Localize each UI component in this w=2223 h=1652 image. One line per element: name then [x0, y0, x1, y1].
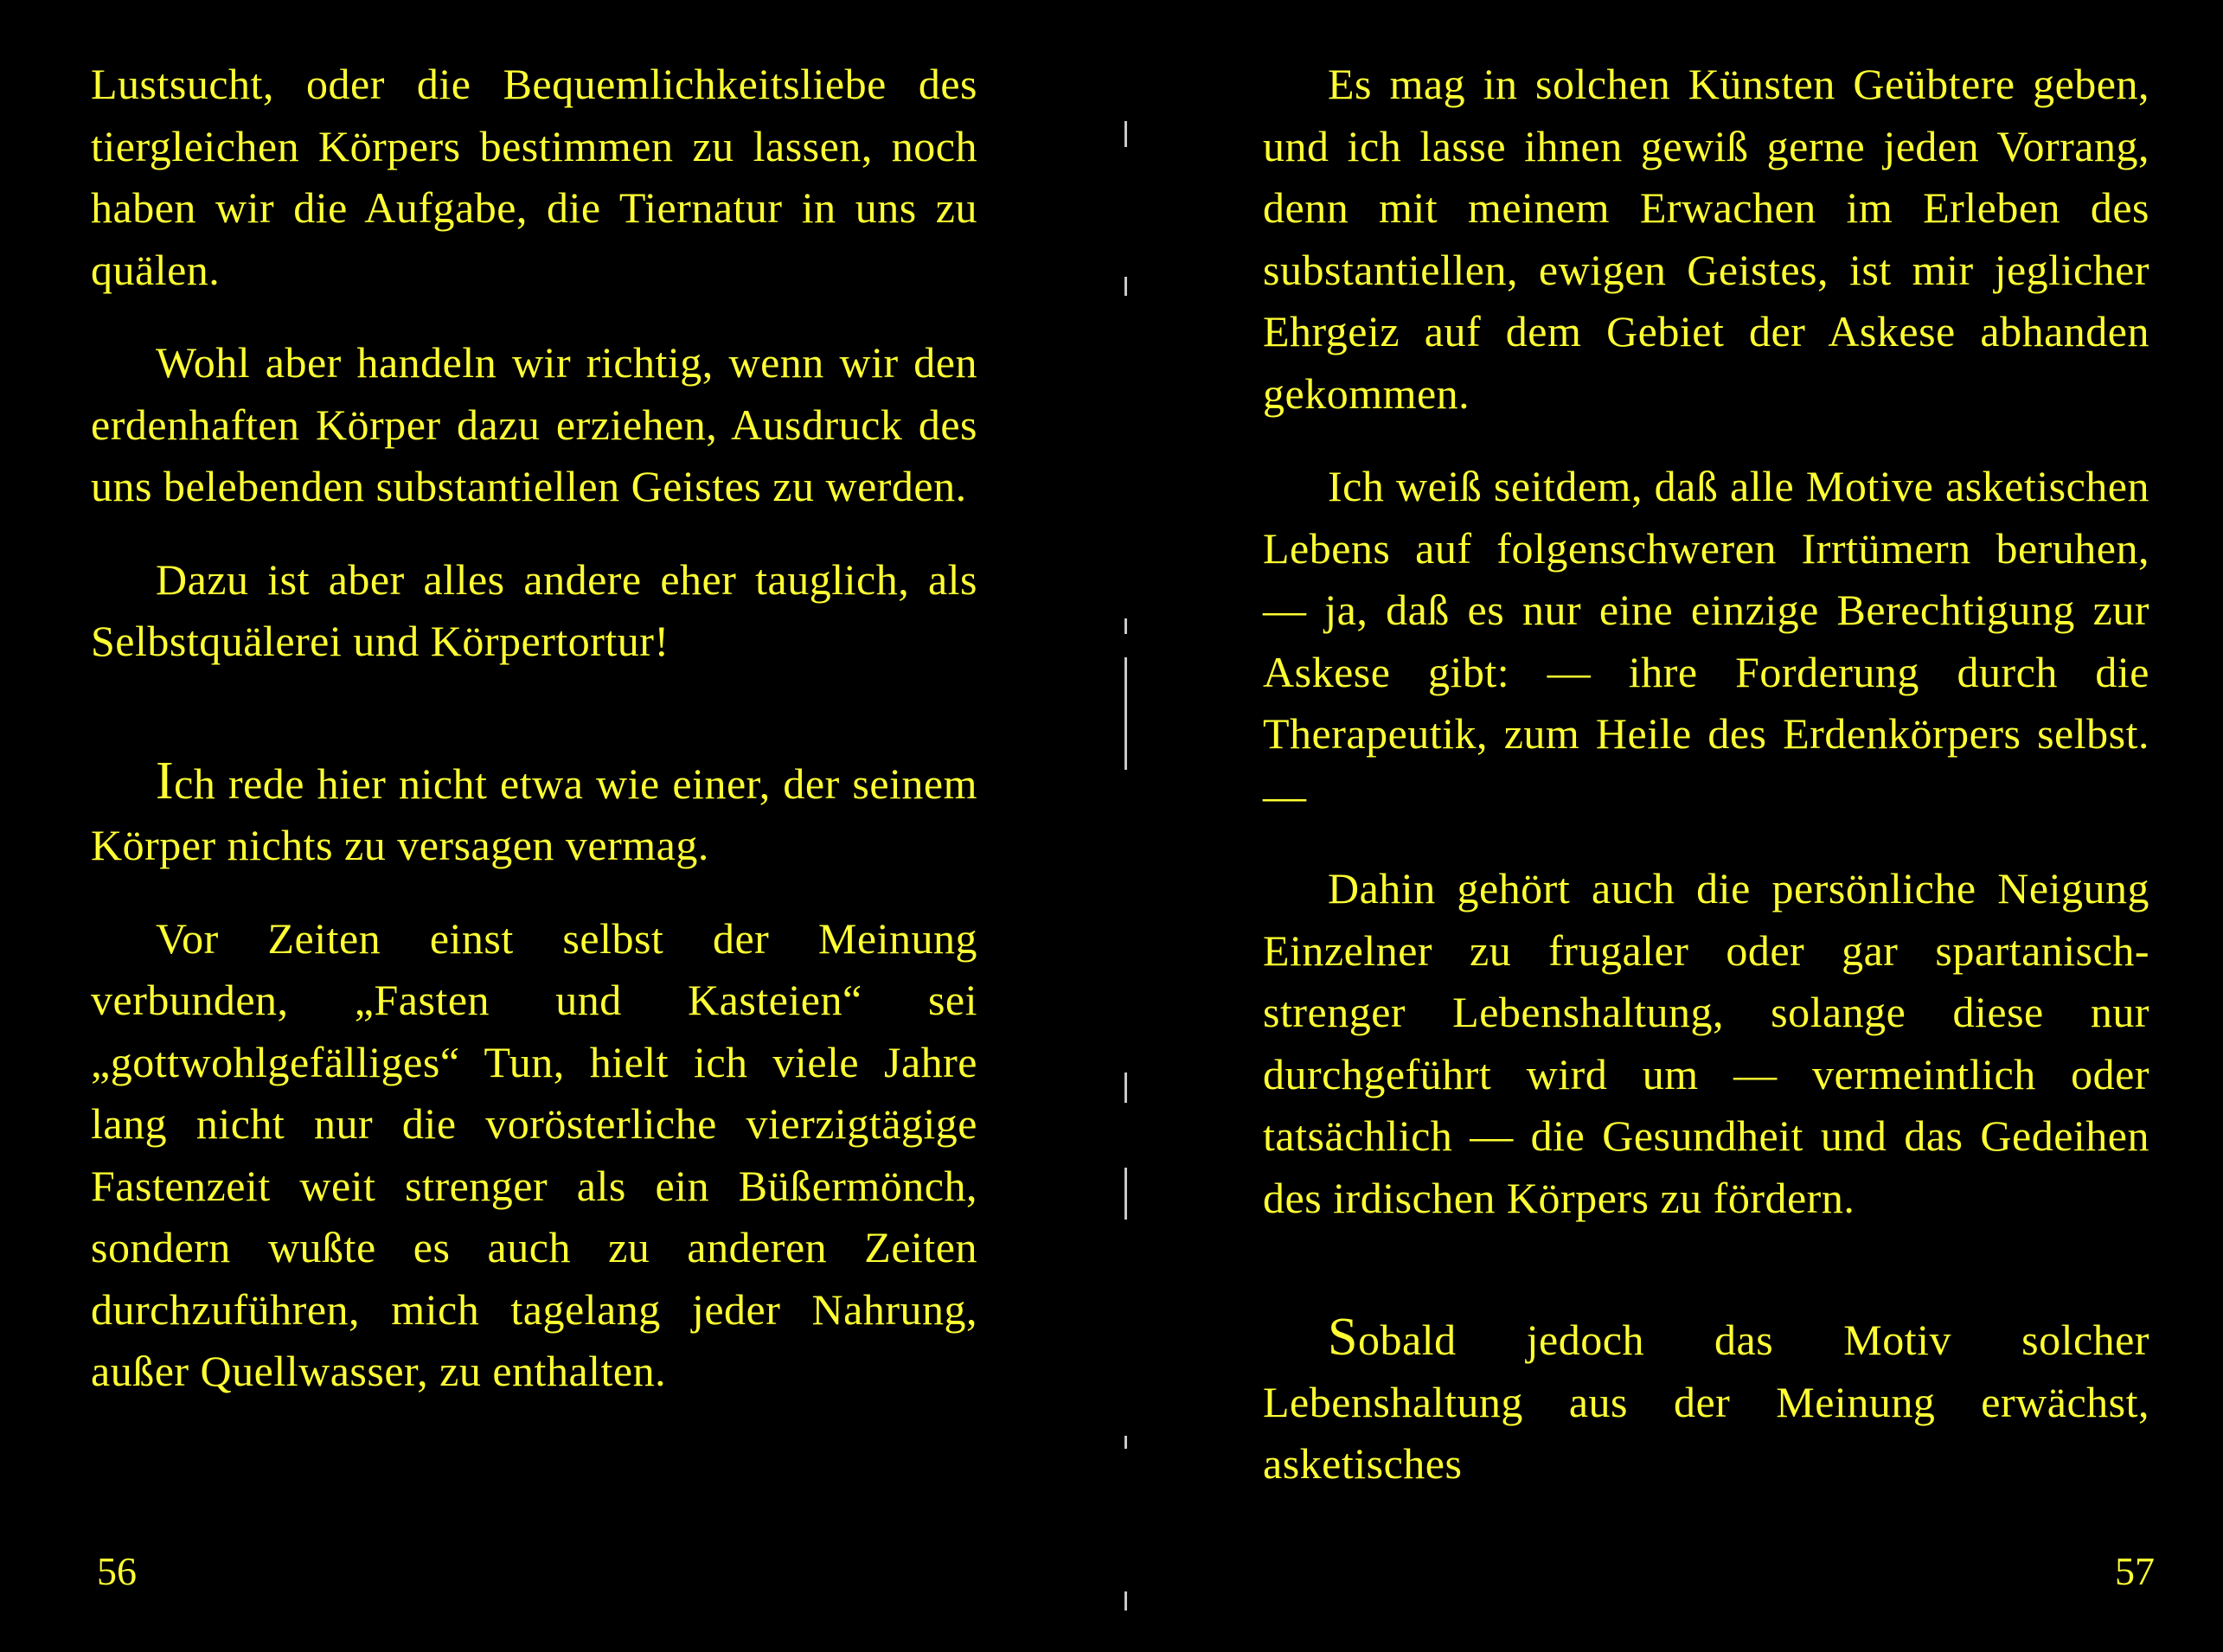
- paragraph-text: obald jedoch das Motiv solcher Lebenshaltung aus der Meinung erwächst, asketisches: [1263, 1316, 2149, 1488]
- paragraph: Wohl aber handeln wir richtig, wenn wir den erdenhaften Körper dazu erziehen, Ausdruck des uns belebenden substantiellen Geistes zu werden.: [91, 338, 977, 510]
- paragraph: Dahin gehört auch die persönliche Neigung Einzelner zu frugaler oder gar spartanisch-strenger Lebenshaltung, solange diese nur durchgeführt wird um — vermeintlich oder tatsächlich — die Gesundheit und das Gedeihen des irdischen Körpers zu fördern.: [1263, 864, 2149, 1222]
- gutter-mark: [1124, 618, 1127, 634]
- gutter-mark: [1124, 657, 1127, 770]
- paragraph: Dazu ist aber alles andere eher tauglich, als Selbstquälerei und Körpertortur!: [91, 554, 977, 665]
- page-number-left: 56: [97, 1549, 137, 1593]
- paragraph-section-start: [91, 751, 977, 877]
- gutter-mark: [1124, 277, 1127, 296]
- paragraph: Lustsucht, oder die Bequemlichkeitsliebe des tiergleichen Körpers bestimmen zu lassen, noch haben wir die Aufgabe, die Tiernatur in uns zu quälen.: [91, 60, 977, 294]
- gutter-mark: [1124, 1073, 1127, 1103]
- right-page: [1263, 54, 2149, 1576]
- left-page: [91, 54, 977, 1576]
- page-number-right: 57: [2115, 1549, 2155, 1593]
- paragraph: Es mag in solchen Künsten Geübtere geben, und ich lasse ihnen gewiß gerne jeden Vorrang, denn mit meinem Erwachen im Erleben des substantiellen, ewigen Geistes, ist mir jeglicher Ehrgeiz auf dem Gebiet der Askese abhanden gekommen.: [1263, 60, 2149, 418]
- gutter-mark: [1124, 1591, 1127, 1610]
- paragraph: Ich weiß seitdem, daß alle Motive asketischen Lebens auf folgenschweren Irrtümern beruhen, — ja, daß es nur eine einzige Berechtigung zur Askese gibt: — ihre Forderung durch die Therapeutik, zum Heile des Erdenkörpers selbst. —: [1263, 462, 2149, 820]
- paragraph-section-start: [1263, 1307, 2149, 1495]
- gutter-mark: [1124, 1168, 1127, 1220]
- paragraph-text: ch rede hier nicht etwa wie einer, der seinem Körper nichts zu versagen vermag.: [91, 759, 977, 869]
- paragraph: Vor Zeiten einst selbst der Meinung verbunden, „Fasten und Kasteien“ sei „gottwohlgefälliges“ Tun, hielt ich viele Jahre lang nicht nur die vorösterliche vierzigtägige Fastenzeit weit strenger als ein Büßermönch, sondern wußte es auch zu anderen Zeiten durchzuführen, mich tagelang jeder Nahrung, außer Quellwasser, zu enthalten.: [91, 913, 977, 1395]
- gutter-mark: [1124, 121, 1127, 147]
- initial-letter: I: [156, 751, 175, 810]
- initial-letter: S: [1328, 1308, 1358, 1367]
- gutter-mark: [1124, 1436, 1127, 1449]
- book-gutter: [1124, 0, 1150, 1652]
